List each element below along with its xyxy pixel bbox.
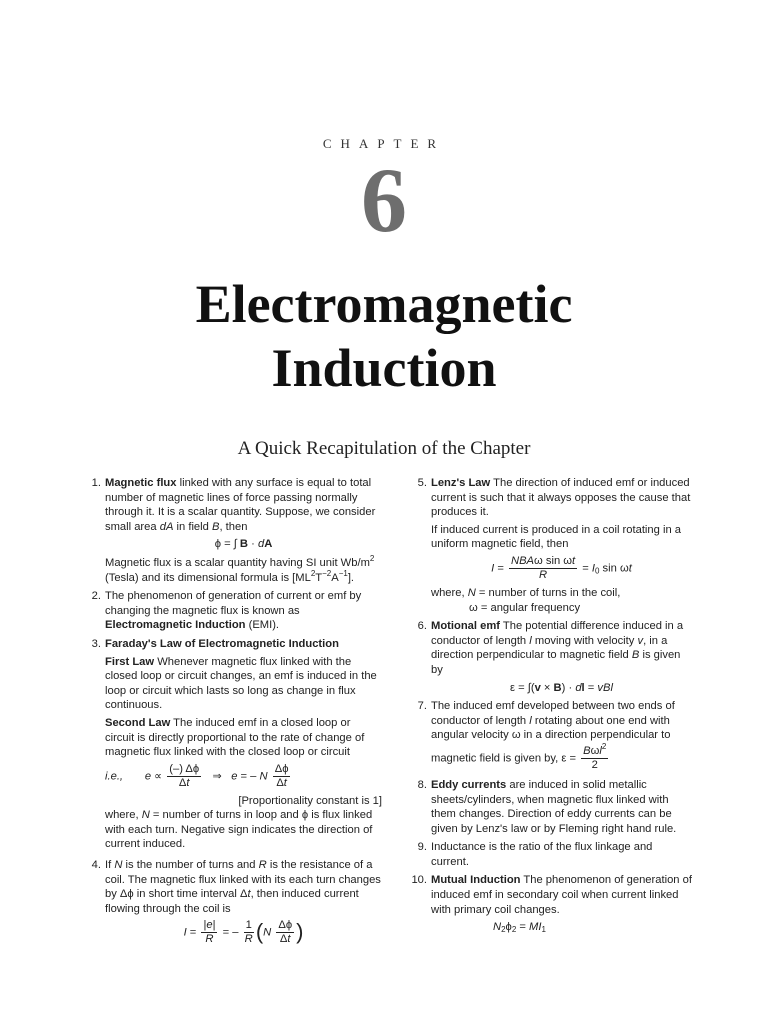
item-var: v xyxy=(637,634,644,647)
item-var: N xyxy=(114,859,123,872)
formula-rotating-coil: I = $\frac{\text{NBAω sin ωt}}{R}$ = $I_0$ sin ωt xyxy=(491,554,632,581)
formula-rotating-rod: magnetic field is given by, ε = $\frac{B\omega l^2}{2}$ xyxy=(431,741,607,771)
item-number: 7. xyxy=(417,700,427,713)
chapter-label: CHAPTER xyxy=(322,136,446,151)
item-text: rotating about one end with angular velocity ω in a direction perpendicular to xyxy=(431,714,671,742)
item-number: 5. xyxy=(417,477,427,489)
right-column xyxy=(408,476,692,939)
list-item-6 xyxy=(408,619,692,695)
lenz-where-1 xyxy=(431,586,692,601)
item-text: The phenomenon of generation of current or emf by changing the magnetic flux is known as xyxy=(105,590,362,617)
chapter-number: 6 xyxy=(361,149,407,251)
item-text: If xyxy=(105,859,115,872)
where-text: where, xyxy=(105,809,142,822)
where-text: is flux linked with each turn. Negative sign indicates the direction of current induced. xyxy=(105,809,373,851)
list-item-3 xyxy=(82,637,382,852)
item-number: 4. xyxy=(91,859,101,872)
item-text: Inductance is the ratio of the flux linkage and current. xyxy=(431,841,653,868)
item-text: The direction of induced emf or induced current is such that it always opposes the cause that produces it. xyxy=(431,477,691,519)
list-item-4 xyxy=(82,858,382,946)
first-law xyxy=(105,655,382,713)
term-lenz-law: Lenz's Law xyxy=(431,477,491,489)
item-number: 1. xyxy=(91,477,101,489)
item-text: is the resistance of a coil. The magnetic flux linked with its each turn changes by Δϕ in short time interval Δ xyxy=(105,859,381,901)
proportionality-note: [Proportionality constant is 1] xyxy=(238,794,382,807)
item-text: The induced emf developed between two ends of conductor of length xyxy=(431,700,675,727)
note-text: T xyxy=(315,571,323,584)
formula-mutual-induction: $N_2\phi_2 = MI_1$ xyxy=(493,921,546,935)
item-var: B xyxy=(211,520,220,533)
item-var: l xyxy=(529,714,532,727)
item-number: 8. xyxy=(417,778,427,791)
term-faraday-law: Faraday's Law of Electromagnetic Induction xyxy=(105,637,339,650)
note-text: A xyxy=(331,571,339,584)
formula-flux: ϕ = ∫ B · dA xyxy=(214,538,273,551)
list-item-7 xyxy=(408,699,692,772)
term-magnetic-flux: Magnetic flux xyxy=(105,477,177,489)
where-text: = number of turns in the coil, xyxy=(475,586,621,599)
item-text: If induced current is produced in a coil rotating in a uniform magnetic field, then xyxy=(431,523,681,551)
chapter-title xyxy=(0,272,768,400)
faraday-where xyxy=(105,808,382,852)
item-text: The phenomenon of generation of induced emf in secondary coil when current linked with primary coil changes. xyxy=(431,874,692,916)
item-number: 10. xyxy=(411,874,427,887)
flux-unit-note: Magnetic flux is a scalar quantity having SI unit $Wb/m^2$ (Tesla) and its dimensional formula is $[ML^2T^{-2}A^{-1}]$. xyxy=(105,553,375,584)
item-number: 9. xyxy=(417,841,427,854)
item-number: 2. xyxy=(91,590,101,603)
item-var: dA xyxy=(159,520,174,533)
list-item-8 xyxy=(408,778,692,836)
where-text: = number of turns in loop and xyxy=(149,809,302,822)
first-law-text: Whenever magnetic flux linked with the closed loop or circuit changes, an emf is induced in the loop or circuit which lasts so long as change in flux continuous. xyxy=(105,655,377,712)
term-mutual-induction: Mutual Induction xyxy=(431,874,521,887)
formula-faraday: i.e., e ∝ $\frac{(-) \Delta\phi}{\Delta t}$ ⇒ e = – N $\frac{\Delta\phi}{\Delta t}$ xyxy=(105,762,289,789)
list-item-10 xyxy=(408,873,692,934)
second-law-label: Second Law xyxy=(105,716,171,729)
item-text: , then xyxy=(219,520,248,533)
where-var: ϕ xyxy=(301,809,309,822)
second-law-text: The induced emf in a closed loop or circuit is directly proportional to the rate of change of magnetic flux linked with the closed loop or circuit xyxy=(105,716,365,759)
item-var: t xyxy=(247,888,251,901)
term-emi: Electromagnetic Induction xyxy=(105,619,246,632)
chapter-title-line1: Electromagnetic xyxy=(195,274,573,334)
item-var: l xyxy=(529,634,532,647)
where-var: N xyxy=(141,809,150,822)
formula-induced-current: I = $\frac{|e|}{R}$ = – $\frac{1}{R}$ (N $\frac{\Delta\phi}{\Delta t}$ ) xyxy=(183,919,304,946)
list-item-2 xyxy=(82,589,382,633)
note-text: Magnetic flux is a scalar quantity having SI unit Wb/m xyxy=(105,556,370,569)
left-column xyxy=(82,476,382,950)
item-text: , in a direction perpendicular to magnetic field xyxy=(431,634,668,662)
item-var: B xyxy=(631,649,640,662)
list-item-5 xyxy=(408,476,692,615)
item-text: in field xyxy=(173,520,212,533)
term-motional-emf: Motional emf xyxy=(431,620,500,633)
item-text: , then induced current flowing through the coil is xyxy=(105,888,359,915)
second-law xyxy=(105,716,382,760)
item-text: moving with velocity xyxy=(531,634,638,647)
item-text: is the number of turns and xyxy=(122,859,259,872)
list-item-9 xyxy=(408,840,692,869)
list-item-1 xyxy=(82,476,382,585)
note-text: ]. xyxy=(347,571,355,584)
ie-label: i.e., xyxy=(105,770,124,783)
note-text: (Tesla) and its dimensional formula is [ML xyxy=(105,571,311,584)
lenz-where-2: ω = angular frequency xyxy=(469,601,581,614)
item-text: (EMI). xyxy=(245,619,280,632)
where-text: where, xyxy=(431,586,468,599)
item-text: magnetic field is given by, ε = xyxy=(431,752,577,765)
term-eddy-currents: Eddy currents xyxy=(431,778,507,791)
recap-heading: A Quick Recapitulation of the Chapter xyxy=(237,438,531,459)
item-text: is given by xyxy=(431,649,681,676)
first-law-label: First Law xyxy=(105,655,155,668)
item-var: R xyxy=(258,859,267,872)
item-number: 3. xyxy=(91,637,101,650)
where-var: N xyxy=(467,586,476,599)
chapter-title-line2: Induction xyxy=(271,338,497,398)
item-number: 6. xyxy=(417,620,427,633)
formula-motional-emf: ε = ∫(v × B) · dl = vBl xyxy=(510,681,613,694)
item-text: linked with any surface is equal to total number of magnetic lines of force passing normally through it. It is a scalar quantity. Suppose, we consider small area xyxy=(105,477,376,533)
item-text: The potential difference induced in a conductor of length xyxy=(431,620,684,647)
item-text: are induced in solid metallic sheets/cylinders, when magnetic flux linked with them changes. Direction of eddy currents can be given by Lenz's law or by Fleming right hand rule. xyxy=(431,778,677,835)
